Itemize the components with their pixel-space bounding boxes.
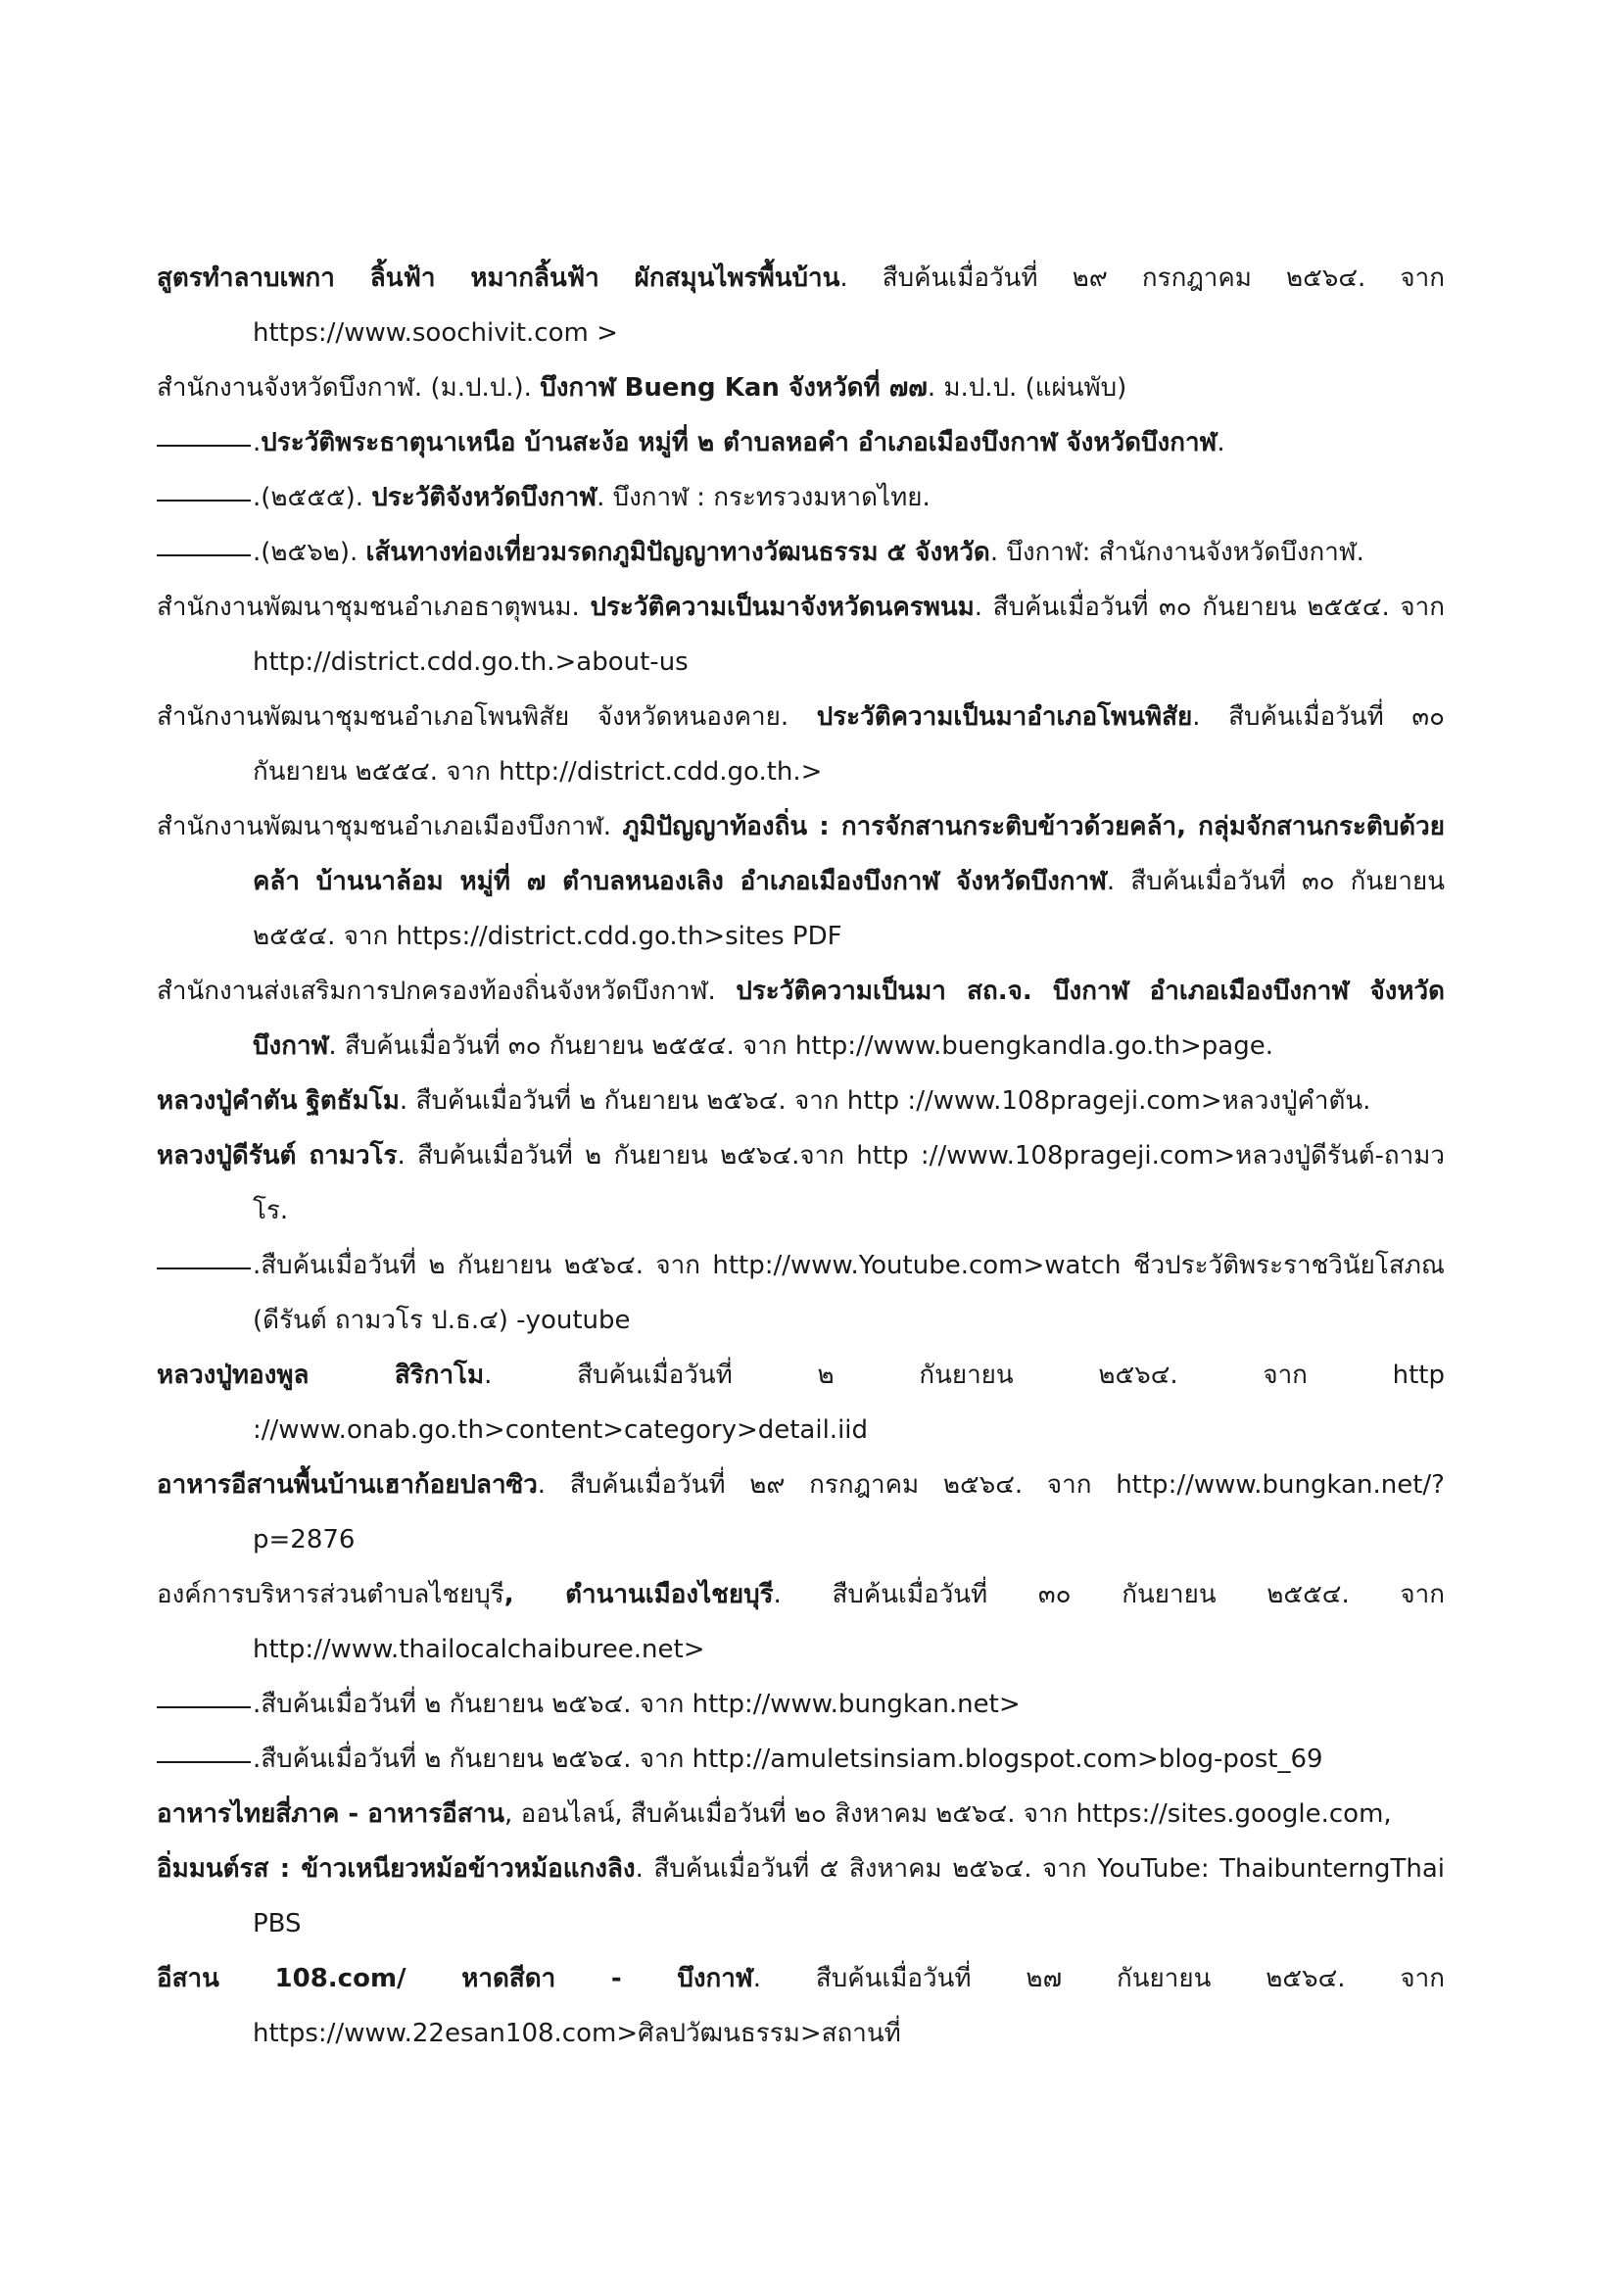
- reference-title: อิ่มมนต์รส : ข้าวเหนียวหม้อข้าวหม้อแกงลิง: [157, 1854, 636, 1884]
- reference-title: บึงกาฬ Bueng Kan จังหวัดที่ ๗๗: [540, 373, 928, 403]
- reference-text: . สืบค้นเมื่อวันที่ ๕ สิงหาคม ๒๕๖๔. จาก YouTube: ThaibunterngThai PBS: [253, 1854, 1446, 1938]
- reference-entry: [157, 1238, 1445, 1348]
- reference-entry: [157, 1732, 1445, 1787]
- reference-text: .(๒๕๖๒).: [253, 538, 366, 567]
- reference-text: องค์การบริหารส่วนตำบลไชยบุรี: [157, 1580, 504, 1609]
- reference-entry: [157, 415, 1445, 470]
- reference-text: สำนักงานจังหวัดบึงกาฬ. (ม.ป.ป.).: [157, 373, 541, 403]
- reference-text: . สืบค้นเมื่อวันที่ ๒๙ กรกฎาคม ๒๕๖๔. จาก https://www.soochivit.com >: [253, 263, 1445, 348]
- repeated-author-line: [157, 470, 251, 502]
- reference-title: ประวัติความเป็นมาจังหวัดนครพนม: [590, 593, 975, 622]
- reference-title: หลวงปู่ทองพูล สิริกาโม: [157, 1361, 485, 1390]
- reference-entry: [157, 1951, 1445, 2061]
- reference-text: .: [253, 428, 262, 457]
- reference-title: ประวัติความเป็นมา สถ.จ. บึงกาฬ อำเภอเมืองบึงกาฬ จังหวัดบึงกาฬ: [253, 977, 1446, 1061]
- reference-text: .สืบค้นเมื่อวันที่ ๒ กันยายน ๒๕๖๔. จาก http://amuletsinsiam.blogspot.com>blog-post_69: [253, 1745, 1323, 1774]
- reference-text: . สืบค้นเมื่อวันที่ ๓๐ กันยายน ๒๕๕๔. จาก http://district.cdd.go.th.>about-us: [253, 593, 1446, 677]
- reference-text: สำนักงานส่งเสริมการปกครองท้องถิ่นจังหวัดบึงกาฬ.: [157, 977, 737, 1006]
- repeated-author-line: [157, 1732, 251, 1763]
- reference-entry: [157, 251, 1445, 360]
- reference-text: . ม.ป.ป. (แผ่นพับ): [927, 373, 1127, 403]
- repeated-author-line: [157, 525, 251, 556]
- reference-entry: [157, 964, 1445, 1074]
- repeated-author-line: [157, 1677, 251, 1708]
- reference-title: หลวงปู่ดีรันต์ ถามวโร: [157, 1141, 398, 1171]
- reference-text: . สืบค้นเมื่อวันที่ ๒๙ กรกฎาคม ๒๕๖๔. จาก http://www.bungkan.net/?p=2876: [253, 1470, 1445, 1555]
- reference-title: ประวัติจังหวัดบึงกาฬ: [371, 483, 597, 512]
- reference-entry: [157, 470, 1445, 525]
- reference-text: . สืบค้นเมื่อวันที่ ๓๐ กันยายน ๒๕๕๔. จาก http://district.cdd.go.th.>: [253, 702, 1445, 787]
- reference-text: สำนักงานพัฒนาชุมชนอำเภอโพนพิสัย จังหวัดหนองคาย.: [157, 702, 817, 732]
- reference-title: อีสาน 108.com/ หาดสีดา - บึงกาฬ: [157, 1964, 753, 1993]
- reference-text: . สืบค้นเมื่อวันที่ ๒๗ กันยายน ๒๕๖๔. จาก https://www.22esan108.com>ศิลปวัฒนธรรม>สถานที่: [253, 1964, 1445, 2048]
- reference-text: .สืบค้นเมื่อวันที่ ๒ กันยายน ๒๕๖๔. จาก http://www.bungkan.net>: [253, 1690, 1021, 1719]
- reference-title: ภูมิปัญญาท้องถิ่น : การจักสานกระติบข้าวด้วยคล้า, กลุ่มจักสานกระติบด้วยคล้า บ้านนาล้อม หมู่ที่ ๗ ตำบลหนองเลิง อำเภอเมืองบึงกาฬ จังหวัดบึงกาฬ: [253, 812, 1445, 896]
- reference-list: [157, 251, 1445, 2061]
- reference-text: . สืบค้นเมื่อวันที่ ๓๐ กันยายน ๒๕๕๔. จาก http://www.buengkandla.go.th>page.: [328, 1031, 1273, 1061]
- reference-entry: [157, 690, 1445, 799]
- reference-text: . บึงกาฬ : กระทรวงมหาดไทย.: [597, 483, 931, 512]
- reference-entry: [157, 1787, 1445, 1842]
- reference-entry: [157, 580, 1445, 690]
- reference-title: อาหารอีสานพื้นบ้านเฮาก้อยปลาซิว: [157, 1470, 538, 1500]
- reference-entry: [157, 525, 1445, 580]
- reference-entry: [157, 1677, 1445, 1732]
- reference-entry: [157, 1074, 1445, 1128]
- reference-text: .: [1217, 428, 1225, 457]
- reference-text: . สืบค้นเมื่อวันที่ ๓๐ กันยายน ๒๕๕๔. จาก https://district.cdd.go.th>sites PDF: [253, 867, 1446, 951]
- reference-text: .สืบค้นเมื่อวันที่ ๒ กันยายน ๒๕๖๔. จาก http://www.Youtube.com>watch ชีวประวัติพระราชวินัยโสภณ (ดีรันต์ ถามวโร ป.ธ.๔) -youtube: [253, 1251, 1445, 1335]
- reference-entry: [157, 799, 1445, 964]
- reference-text: สำนักงานพัฒนาชุมชนอำเภอเมืองบึงกาฬ.: [157, 812, 623, 841]
- repeated-author-line: [157, 415, 251, 447]
- reference-title: หลวงปู่คำตัน ฐิตธัมโม: [157, 1086, 400, 1116]
- reference-title: ประวัติความเป็นมาอำเภอโพนพิสัย: [816, 702, 1193, 732]
- reference-title: ประวัติพระธาตุนาเหนือ บ้านสะง้อ หมู่ที่ ๒ ตำบลหอคำ อำเภอเมืองบึงกาฬ จังหวัดบึงกาฬ: [261, 428, 1218, 457]
- reference-text: . สืบค้นเมื่อวันที่ ๒ กันยายน ๒๕๖๔.จาก http ://www.108prageji.com>หลวงปู่ดีรันต์-ถามวโร.: [253, 1141, 1445, 1225]
- reference-entry: [157, 360, 1445, 415]
- reference-entry: [157, 1842, 1445, 1951]
- reference-text: . สืบค้นเมื่อวันที่ ๒ กันยายน ๒๕๖๔. จาก http ://www.onab.go.th>content>category>detail.iid: [253, 1361, 1445, 1445]
- reference-title: สูตรทำลาบเพกา ลิ้นฟ้า หมากลิ้นฟ้า ผักสมุนไพรพื้นบ้าน: [157, 263, 840, 293]
- reference-entry: [157, 1348, 1445, 1458]
- reference-title: เส้นทางท่องเที่ยวมรดกภูมิปัญญาทางวัฒนธรรม ๕ จังหวัด: [365, 538, 990, 567]
- reference-title: อาหารไทยสี่ภาค - อาหารอีสาน: [157, 1799, 505, 1829]
- reference-title: , ตำนานเมืองไชยบุรี: [503, 1580, 774, 1609]
- reference-entry: [157, 1567, 1445, 1677]
- reference-text: . สืบค้นเมื่อวันที่ ๓๐ กันยายน ๒๕๕๔. จาก http://www.thailocalchaiburee.net>: [253, 1580, 1446, 1664]
- reference-text: .(๒๕๕๕).: [253, 483, 372, 512]
- reference-text: . สืบค้นเมื่อวันที่ ๒ กันยายน ๒๕๖๔. จาก http ://www.108prageji.com>หลวงปู่คำตัน.: [399, 1086, 1371, 1116]
- reference-entry: [157, 1128, 1445, 1238]
- reference-text: . บึงกาฬ: สำนักงานจังหวัดบึงกาฬ.: [989, 538, 1364, 567]
- repeated-author-line: [157, 1238, 251, 1269]
- reference-text: สำนักงานพัฒนาชุมชนอำเภอธาตุพนม.: [157, 593, 591, 622]
- reference-entry: [157, 1458, 1445, 1567]
- reference-text: , ออนไลน์, สืบค้นเมื่อวันที่ ๒๐ สิงหาคม ๒๕๖๔. จาก https://sites.google.com,: [504, 1799, 1392, 1829]
